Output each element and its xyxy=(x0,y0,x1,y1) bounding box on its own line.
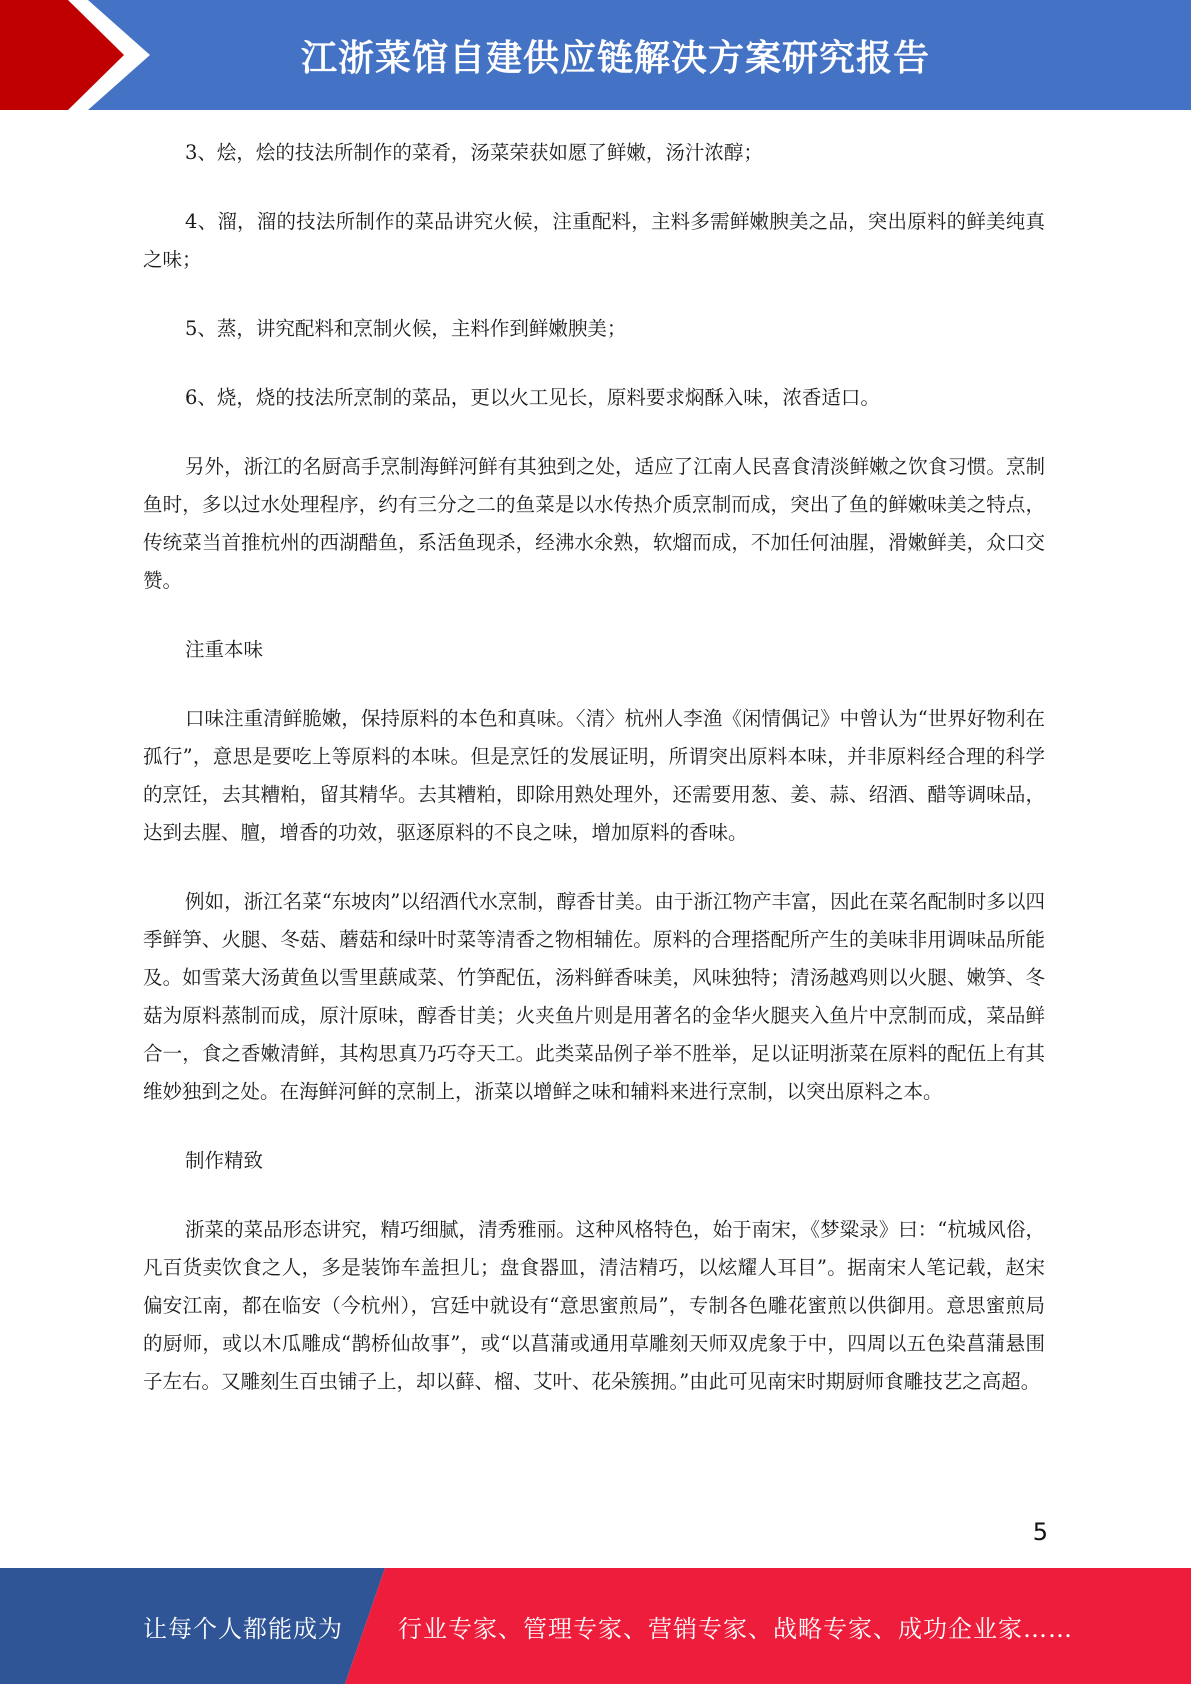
paragraph-dongpo-example: 例如，浙江名菜“东坡肉”以绍酒代水烹制，醇香甘美。由于浙江物产丰富，因此在菜名配制时多以四季鲜笋、火腿、冬菇、蘑菇和绿叶时菜等清香之物相辅佐。原料的合理搭配所产生的美味非用调味品所能及。如雪菜大汤黄鱼以雪里蕻咸菜、竹笋配伍，汤料鲜香味美，风味独特；清汤越鸡则以火腿、嫩笋、冬菇为原料蒸制而成，原汁原味，醇香甘美；火夹鱼片则是用著名的金华火腿夹入鱼片中烹制而成，菜品鲜合一，食之香嫩清鲜，其构思真乃巧夺天工。此类菜品例子举不胜举，足以证明浙菜在原料的配伍上有其维妙独到之处。在海鲜河鲜的烹制上，浙菜以增鲜之味和辅料来进行烹制，以突出原料之本。 xyxy=(143,890,1045,1103)
page-number: 5 xyxy=(1032,1518,1048,1546)
header-bar xyxy=(0,0,1191,110)
header-red-arrow-shape xyxy=(0,0,150,110)
document-body xyxy=(143,134,1045,1432)
paragraph-technique-3: 3、烩，烩的技法所制作的菜肴，汤菜荣获如愿了鲜嫩，汤汁浓醇； xyxy=(185,141,763,164)
paragraph-seafood: 另外，浙江的名厨高手烹制海鲜河鲜有其独到之处，适应了江南人民喜食清淡鲜嫩之饮食习惯。烹制鱼时，多以过水处理程序，约有三分之二的鱼菜是以水传热介质烹制而成，突出了鱼的鲜嫩味美之特点，传统菜当首推杭州的西湖醋鱼，系活鱼现杀，经沸水氽熟，软熘而成，不加任何油腥，滑嫩鲜美，众口交赞。 xyxy=(143,455,1045,592)
footer-banner xyxy=(0,1568,1191,1684)
section-heading-natural-flavor: 注重本味 xyxy=(185,638,264,661)
paragraph-natural-flavor: 口味注重清鲜脆嫩，保持原料的本色和真味。〈清〉杭州人李渔《闲情偶记》中曾认为“世界好物利在孤行”，意思是要吃上等原料的本味。但是烹饪的发展证明，所谓突出原料本味，并非原料经合理的科学的烹饪，去其糟粕，留其精华。去其糟粕，即除用熟处理外，还需要用葱、姜、蒜、绍酒、醋等调味品，达到去腥、膻，增香的功效，驱逐原料的不良之味，增加原料的香味。 xyxy=(143,707,1045,844)
footer-slogan-left: 让每个人都能成为 xyxy=(143,1614,343,1643)
paragraph-technique-6: 6、烧，烧的技法所烹制的菜品，更以火工见长，原料要求焖酥入味，浓香适口。 xyxy=(185,386,880,409)
paragraph-technique-4: 4、溜，溜的技法所制作的菜品讲究火候，注重配料，主料多需鲜嫩腴美之品，突出原料的鲜美纯真之味； xyxy=(143,210,1045,271)
footer-slogan-right: 行业专家、管理专家、营销专家、战略专家、成功企业家…… xyxy=(398,1614,1073,1643)
report-title: 江浙菜馆自建供应链解决方案研究报告 xyxy=(300,37,930,79)
paragraph-fine-craft: 浙菜的菜品形态讲究，精巧细腻，清秀雅丽。这种风格特色，始于南宋，《梦粱录》曰：“杭城风俗，凡百货卖饮食之人，多是装饰车盖担儿；盘食器皿，清洁精巧，以炫耀人耳目”。据南宋人笔记载，赵宋偏安江南，都在临安（今杭州），宫廷中就设有“意思蜜煎局”，专制各色雕花蜜煎以供御用。意思蜜煎局的厨师，或以木瓜雕成“鹊桥仙故事”，或“以菖蒲或通用草雕刻天师双虎象于中，四周以五色染菖蒲悬围子左右。又雕刻生百虫铺子上，却以藓、榴、艾叶、花朵簇拥。”由此可见南宋时期厨师食雕技艺之高超。 xyxy=(143,1218,1045,1393)
paragraph-technique-5: 5、蒸，讲究配料和烹制火候，主料作到鲜嫩腴美； xyxy=(185,317,627,340)
section-heading-fine-craft: 制作精致 xyxy=(185,1149,264,1172)
